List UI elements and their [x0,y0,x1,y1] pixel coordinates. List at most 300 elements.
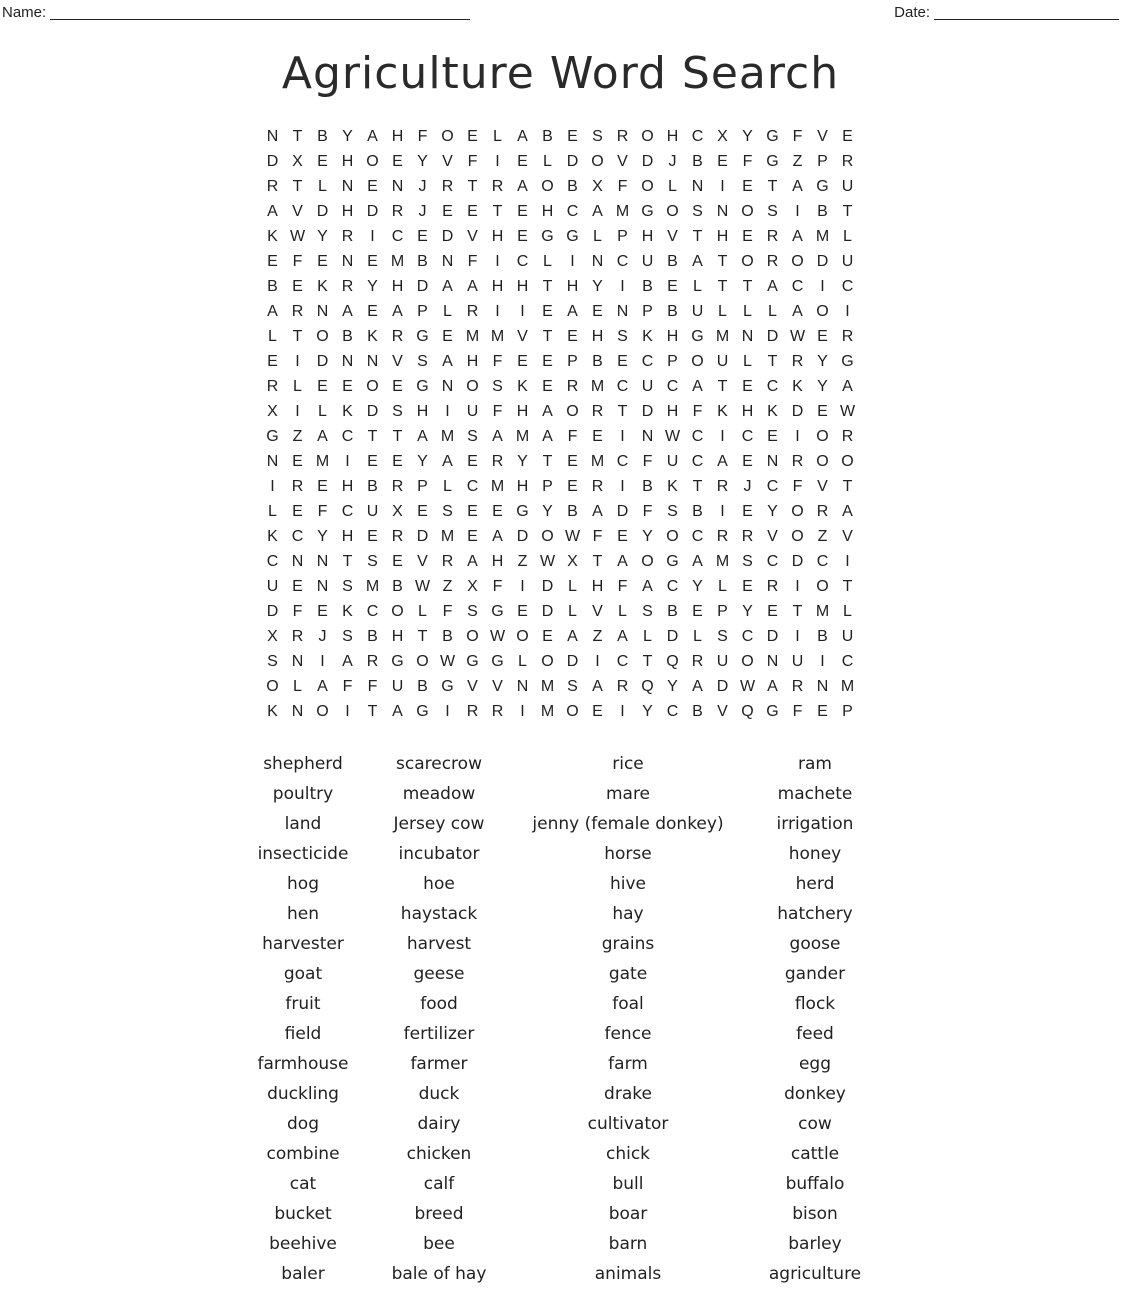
grid-letter[interactable]: W [439,653,456,670]
grid-letter[interactable]: H [416,403,429,420]
grid-letter[interactable]: A [617,553,628,570]
grid-letter[interactable]: L [743,303,752,320]
grid-letter[interactable]: N [691,178,704,195]
grid-letter[interactable]: H [391,128,404,145]
grid-letter[interactable]: H [566,278,579,295]
grid-letter[interactable]: Y [367,278,378,295]
grid-letter[interactable]: R [591,403,604,420]
grid-letter[interactable]: D [766,628,779,645]
grid-letter[interactable]: P [542,478,553,495]
grid-letter[interactable]: Y [592,278,603,295]
grid-letter[interactable]: O [791,528,804,545]
grid-letter[interactable]: C [291,528,304,545]
grid-letter[interactable]: G [541,228,554,245]
grid-letter[interactable]: B [342,328,353,345]
grid-letter[interactable]: L [318,403,327,420]
grid-letter[interactable]: K [342,603,353,620]
grid-letter[interactable]: E [742,453,753,470]
grid-letter[interactable]: G [666,553,679,570]
grid-letter[interactable]: S [617,328,628,345]
grid-letter[interactable]: M [615,203,630,220]
grid-letter[interactable]: X [717,128,728,145]
grid-letter[interactable]: O [566,403,579,420]
grid-letter[interactable]: A [692,553,703,570]
grid-letter[interactable]: A [392,303,403,320]
grid-letter[interactable]: Z [792,153,803,170]
grid-letter[interactable]: U [691,303,704,320]
grid-letter[interactable]: G [766,128,779,145]
grid-letter[interactable]: C [616,653,629,670]
grid-letter[interactable]: Y [517,453,528,470]
grid-letter[interactable]: P [842,703,853,720]
grid-letter[interactable]: A [692,378,703,395]
grid-letter[interactable]: R [266,378,279,395]
grid-letter[interactable]: H [516,478,529,495]
grid-letter[interactable]: A [467,278,478,295]
grid-letter[interactable]: P [617,228,628,245]
grid-letter[interactable]: E [767,428,778,445]
grid-letter[interactable]: G [841,353,854,370]
name-field[interactable] [2,4,470,21]
grid-letter[interactable]: N [341,178,354,195]
grid-letter[interactable]: L [843,228,852,245]
grid-letter[interactable]: A [442,353,453,370]
grid-letter[interactable]: T [692,228,703,245]
grid-letter[interactable]: B [567,178,578,195]
grid-letter[interactable]: A [492,528,503,545]
grid-letter[interactable]: Y [542,503,553,520]
grid-letter[interactable]: O [441,128,454,145]
grid-letter[interactable]: C [741,428,754,445]
grid-letter[interactable]: E [692,603,703,620]
grid-letter[interactable]: J [418,178,427,195]
grid-letter[interactable]: V [292,203,303,220]
grid-letter[interactable]: K [317,278,328,295]
grid-letter[interactable]: A [592,503,603,520]
grid-letter[interactable]: D [316,353,329,370]
grid-letter[interactable]: T [592,553,603,570]
grid-letter[interactable]: E [667,278,678,295]
grid-letter[interactable]: F [342,678,353,695]
grid-letter[interactable]: K [267,528,278,545]
grid-letter[interactable]: C [666,703,679,720]
grid-letter[interactable]: D [266,603,279,620]
grid-letter[interactable]: E [742,228,753,245]
grid-letter[interactable]: E [317,153,328,170]
grid-letter[interactable]: I [620,703,625,720]
grid-letter[interactable]: D [516,528,529,545]
grid-letter[interactable]: O [816,303,829,320]
grid-letter[interactable]: D [416,528,429,545]
grid-letter[interactable]: C [691,528,704,545]
grid-letter[interactable]: R [566,378,579,395]
grid-letter[interactable]: M [390,253,405,270]
grid-letter[interactable]: Y [342,128,353,145]
grid-letter[interactable]: M [815,228,830,245]
grid-letter[interactable]: S [367,553,378,570]
grid-letter[interactable]: A [517,128,528,145]
grid-letter[interactable]: M [440,528,455,545]
grid-letter[interactable]: P [717,603,728,620]
grid-letter[interactable]: R [391,203,404,220]
grid-letter[interactable]: I [720,503,725,520]
grid-letter[interactable]: T [492,203,503,220]
grid-letter[interactable]: D [666,628,679,645]
grid-letter[interactable]: C [366,603,379,620]
grid-letter[interactable]: H [341,478,354,495]
grid-letter[interactable]: B [417,678,428,695]
grid-letter[interactable]: M [440,428,455,445]
grid-letter[interactable]: Y [692,578,703,595]
grid-letter[interactable]: M [815,603,830,620]
grid-letter[interactable]: L [293,678,302,695]
grid-letter[interactable]: M [365,578,380,595]
grid-letter[interactable]: E [442,203,453,220]
grid-letter[interactable]: E [517,153,528,170]
grid-letter[interactable]: O [691,353,704,370]
grid-letter[interactable]: A [692,678,703,695]
grid-letter[interactable]: K [267,703,278,720]
grid-letter[interactable]: E [742,378,753,395]
grid-letter[interactable]: G [441,678,454,695]
grid-letter[interactable]: P [417,478,428,495]
grid-letter[interactable]: E [467,453,478,470]
grid-letter[interactable]: A [692,253,703,270]
grid-letter[interactable]: J [318,628,327,645]
grid-letter[interactable]: C [816,553,829,570]
grid-letter[interactable]: E [817,403,828,420]
grid-letter[interactable]: T [717,378,728,395]
grid-letter[interactable]: E [317,253,328,270]
grid-letter[interactable]: F [792,128,803,145]
grid-letter[interactable]: X [467,578,478,595]
grid-letter[interactable]: H [541,203,554,220]
grid-letter[interactable]: T [767,353,778,370]
grid-letter[interactable]: D [566,153,579,170]
grid-letter[interactable]: V [717,703,728,720]
grid-letter[interactable]: T [392,428,403,445]
grid-letter[interactable]: B [542,128,553,145]
grid-letter[interactable]: D [791,553,804,570]
grid-letter[interactable]: N [741,328,754,345]
grid-letter[interactable]: F [317,503,328,520]
grid-letter[interactable]: I [445,403,450,420]
grid-letter[interactable]: R [841,428,854,445]
grid-letter[interactable]: B [392,578,403,595]
grid-letter[interactable]: B [692,503,703,520]
grid-letter[interactable]: R [491,453,504,470]
grid-letter[interactable]: N [266,453,279,470]
grid-letter[interactable]: C [691,428,704,445]
grid-letter[interactable]: F [642,453,653,470]
grid-letter[interactable]: I [720,428,725,445]
grid-letter[interactable]: O [316,328,329,345]
grid-letter[interactable]: C [766,553,779,570]
grid-letter[interactable]: A [592,203,603,220]
grid-letter[interactable]: B [642,278,653,295]
grid-letter[interactable]: Y [817,353,828,370]
grid-letter[interactable]: W [839,403,856,420]
grid-letter[interactable]: T [742,278,753,295]
grid-letter[interactable]: A [542,403,553,420]
grid-letter[interactable]: H [491,278,504,295]
grid-letter[interactable]: O [641,553,654,570]
grid-letter[interactable]: H [666,403,679,420]
grid-letter[interactable]: P [667,353,678,370]
grid-letter[interactable]: Y [742,603,753,620]
grid-letter[interactable]: G [566,228,579,245]
grid-letter[interactable]: R [816,503,829,520]
grid-letter[interactable]: C [841,278,854,295]
grid-letter[interactable]: W [414,578,431,595]
grid-letter[interactable]: B [667,253,678,270]
grid-letter[interactable]: M [490,328,505,345]
grid-letter[interactable]: G [516,503,529,520]
grid-letter[interactable]: L [593,228,602,245]
grid-letter[interactable]: V [467,678,478,695]
grid-letter[interactable]: D [316,203,329,220]
grid-letter[interactable]: F [617,578,628,595]
grid-letter[interactable]: G [416,703,429,720]
grid-letter[interactable]: S [767,203,778,220]
grid-letter[interactable]: A [792,178,803,195]
grid-letter[interactable]: I [795,578,800,595]
grid-letter[interactable]: E [317,478,328,495]
grid-letter[interactable]: F [792,478,803,495]
grid-letter[interactable]: H [591,328,604,345]
grid-letter[interactable]: D [541,603,554,620]
grid-letter[interactable]: I [820,278,825,295]
grid-letter[interactable]: C [666,578,679,595]
grid-letter[interactable]: Q [741,703,754,720]
grid-letter[interactable]: P [642,303,653,320]
grid-letter[interactable]: I [270,478,275,495]
grid-letter[interactable]: J [743,478,752,495]
grid-letter[interactable]: B [692,703,703,720]
grid-letter[interactable]: L [493,128,502,145]
grid-letter[interactable]: I [345,703,350,720]
grid-letter[interactable]: E [542,628,553,645]
grid-letter[interactable]: W [664,428,681,445]
grid-letter[interactable]: N [316,303,329,320]
grid-letter[interactable]: B [667,603,678,620]
grid-letter[interactable]: X [567,553,578,570]
grid-letter[interactable]: N [716,203,729,220]
grid-letter[interactable]: Z [292,428,303,445]
grid-letter[interactable]: X [392,503,403,520]
grid-letter[interactable]: E [542,378,553,395]
grid-letter[interactable]: H [666,128,679,145]
grid-letter[interactable]: Y [317,528,328,545]
grid-letter[interactable]: N [341,353,354,370]
grid-letter[interactable]: N [591,253,604,270]
grid-letter[interactable]: E [517,603,528,620]
grid-letter[interactable]: N [266,128,279,145]
grid-letter[interactable]: L [668,178,677,195]
grid-letter[interactable]: D [366,203,379,220]
grid-letter[interactable]: T [717,278,728,295]
grid-letter[interactable]: A [792,303,803,320]
grid-letter[interactable]: B [567,503,578,520]
grid-letter[interactable]: E [542,353,553,370]
grid-letter[interactable]: P [817,153,828,170]
grid-letter[interactable]: O [741,653,754,670]
grid-letter[interactable]: A [642,578,653,595]
grid-letter[interactable]: A [317,428,328,445]
grid-letter[interactable]: E [367,453,378,470]
grid-letter[interactable]: A [842,378,853,395]
grid-letter[interactable]: A [342,653,353,670]
grid-letter[interactable]: U [716,653,729,670]
grid-letter[interactable]: I [345,453,350,470]
grid-letter[interactable]: E [617,528,628,545]
grid-letter[interactable]: N [316,578,329,595]
grid-letter[interactable]: R [691,653,704,670]
grid-letter[interactable]: O [541,178,554,195]
grid-letter[interactable]: L [443,478,452,495]
grid-letter[interactable]: A [417,428,428,445]
grid-letter[interactable]: T [542,278,553,295]
grid-letter[interactable]: D [641,153,654,170]
grid-letter[interactable]: S [742,553,753,570]
grid-letter[interactable]: O [416,653,429,670]
grid-letter[interactable]: O [816,578,829,595]
grid-letter[interactable]: B [267,278,278,295]
grid-letter[interactable]: A [767,678,778,695]
grid-letter[interactable]: L [693,628,702,645]
grid-letter[interactable]: S [492,378,503,395]
grid-letter[interactable]: E [817,328,828,345]
grid-letter[interactable]: A [767,278,778,295]
grid-letter[interactable]: B [317,128,328,145]
grid-letter[interactable]: V [592,603,603,620]
grid-letter[interactable]: R [841,328,854,345]
grid-letter[interactable]: E [767,603,778,620]
grid-letter[interactable]: S [442,503,453,520]
grid-letter[interactable]: V [442,153,453,170]
grid-letter[interactable]: U [641,378,654,395]
grid-letter[interactable]: L [518,653,527,670]
grid-letter[interactable]: I [845,303,850,320]
grid-letter[interactable]: O [466,378,479,395]
grid-letter[interactable]: R [291,303,304,320]
grid-letter[interactable]: T [367,428,378,445]
grid-letter[interactable]: Y [317,228,328,245]
grid-letter[interactable]: E [467,203,478,220]
grid-letter[interactable]: H [641,228,654,245]
grid-letter[interactable]: E [392,453,403,470]
grid-letter[interactable]: A [442,453,453,470]
grid-letter[interactable]: S [342,578,353,595]
grid-letter[interactable]: L [718,303,727,320]
grid-letter[interactable]: C [691,128,704,145]
grid-letter[interactable]: D [366,403,379,420]
grid-letter[interactable]: O [816,428,829,445]
grid-letter[interactable]: I [620,428,625,445]
grid-letter[interactable]: E [292,278,303,295]
grid-letter[interactable]: D [416,278,429,295]
grid-letter[interactable]: I [595,653,600,670]
grid-letter[interactable]: S [692,203,703,220]
grid-letter[interactable]: F [642,503,653,520]
grid-letter[interactable]: A [617,628,628,645]
grid-letter[interactable]: P [417,303,428,320]
grid-letter[interactable]: U [716,353,729,370]
grid-letter[interactable]: G [491,603,504,620]
grid-letter[interactable]: R [616,678,629,695]
grid-letter[interactable]: R [741,528,754,545]
grid-letter[interactable]: U [791,653,804,670]
grid-letter[interactable]: R [341,278,354,295]
grid-letter[interactable]: R [391,528,404,545]
grid-letter[interactable]: C [766,478,779,495]
grid-letter[interactable]: V [767,528,778,545]
grid-letter[interactable]: S [592,128,603,145]
grid-letter[interactable]: T [292,328,303,345]
grid-letter[interactable]: M [490,478,505,495]
grid-letter[interactable]: A [367,128,378,145]
grid-letter[interactable]: B [642,478,653,495]
grid-letter[interactable]: V [617,153,628,170]
grid-letter[interactable]: O [791,503,804,520]
grid-letter[interactable]: H [491,553,504,570]
grid-letter[interactable]: F [692,403,703,420]
grid-letter[interactable]: B [817,203,828,220]
grid-letter[interactable]: V [417,553,428,570]
grid-letter[interactable]: R [766,578,779,595]
grid-letter[interactable]: S [392,403,403,420]
grid-letter[interactable]: N [616,303,629,320]
grid-letter[interactable]: G [466,653,479,670]
grid-letter[interactable]: W [289,228,306,245]
grid-letter[interactable]: E [267,253,278,270]
grid-letter[interactable]: F [367,678,378,695]
grid-letter[interactable]: I [570,253,575,270]
grid-letter[interactable]: T [842,578,853,595]
grid-letter[interactable]: C [741,628,754,645]
grid-letter[interactable]: M [590,378,605,395]
grid-letter[interactable]: G [641,203,654,220]
grid-letter[interactable]: X [267,628,278,645]
grid-letter[interactable]: I [620,478,625,495]
grid-letter[interactable]: N [291,553,304,570]
grid-letter[interactable]: A [267,203,278,220]
date-blank-line[interactable] [934,5,1119,20]
grid-letter[interactable]: O [316,703,329,720]
grid-letter[interactable]: S [467,428,478,445]
grid-letter[interactable]: F [442,603,453,620]
grid-letter[interactable]: R [716,528,729,545]
grid-letter[interactable]: E [467,528,478,545]
grid-letter[interactable]: D [541,578,554,595]
grid-letter[interactable]: H [341,528,354,545]
grid-letter[interactable]: G [416,378,429,395]
grid-letter[interactable]: C [466,478,479,495]
grid-letter[interactable]: N [766,653,779,670]
grid-letter[interactable]: V [667,228,678,245]
grid-letter[interactable]: K [342,403,353,420]
grid-letter[interactable]: A [442,278,453,295]
grid-letter[interactable]: B [592,353,603,370]
grid-letter[interactable]: R [291,628,304,645]
grid-letter[interactable]: Z [517,553,528,570]
grid-letter[interactable]: N [316,553,329,570]
grid-letter[interactable]: L [318,178,327,195]
grid-letter[interactable]: E [342,378,353,395]
grid-letter[interactable]: H [716,228,729,245]
grid-letter[interactable]: L [618,603,627,620]
grid-letter[interactable]: O [366,153,379,170]
